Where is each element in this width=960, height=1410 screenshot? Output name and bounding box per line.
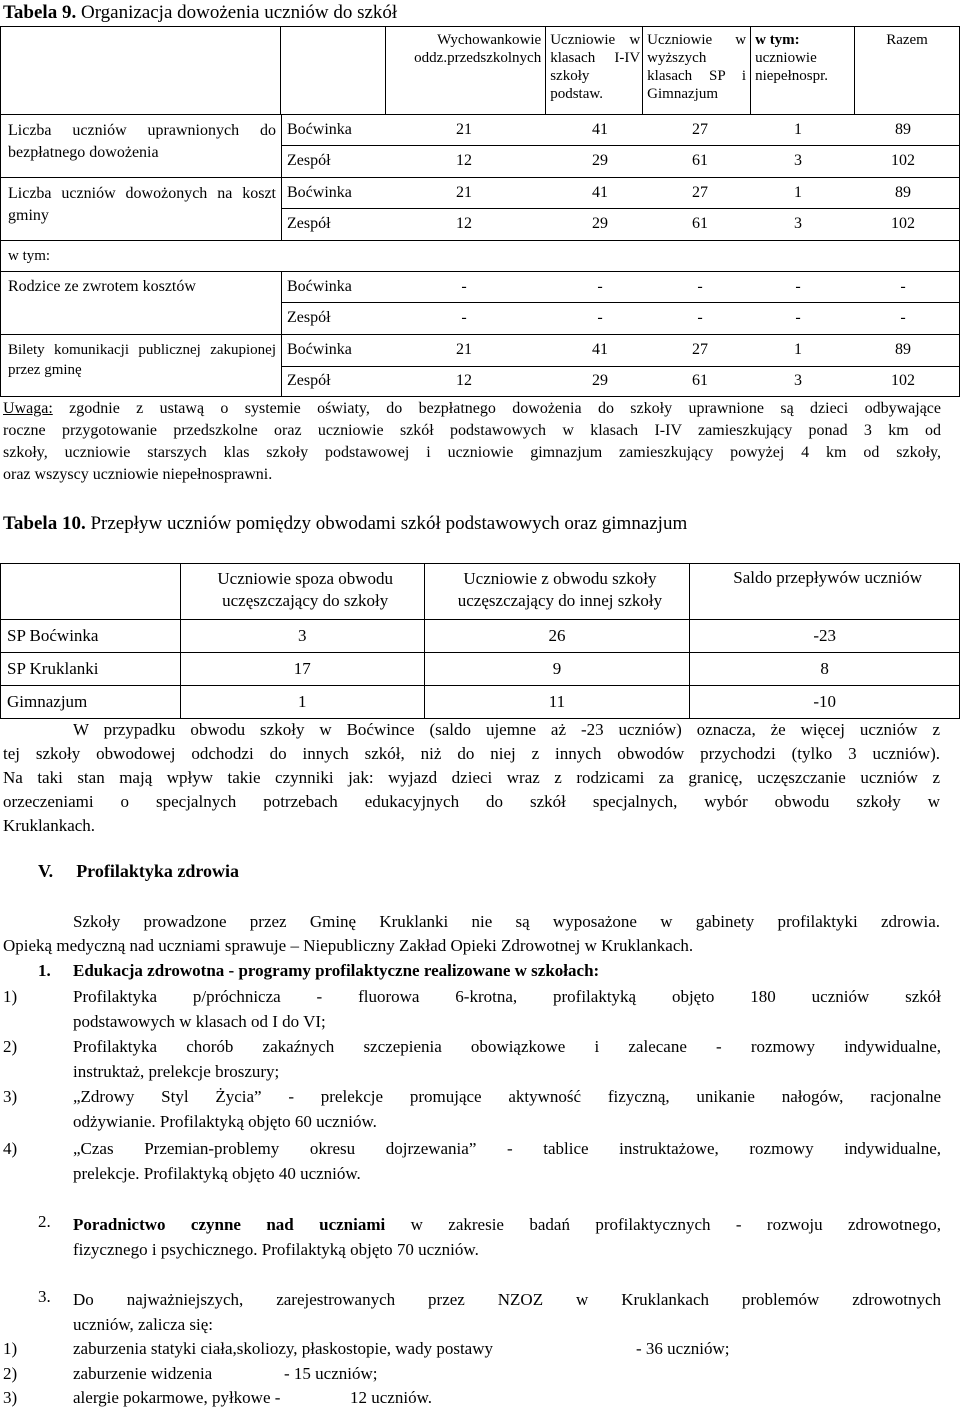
list-item-number: 1) <box>3 987 18 1006</box>
row-value-v4: 1 <box>794 184 802 201</box>
list-heading-2-line-1 <box>73 1212 941 1237</box>
note-line-1 <box>3 398 941 420</box>
list-heading-3-line-2: uczniów, zalicza się: <box>73 1315 214 1334</box>
row-value-v2: 29 <box>592 152 608 169</box>
header-grades-1-4-text: Uczniowie w klasach I-IV szkoły podstaw. <box>550 32 641 102</box>
t10-header-balance-text: Saldo przepływów uczniów <box>733 568 923 587</box>
row-value-v3: 27 <box>692 184 708 201</box>
row-value-v5: - <box>900 278 906 295</box>
header-preschool <box>386 27 546 115</box>
row-school-label: Boćwinka <box>287 278 352 295</box>
header-upper-grades <box>643 27 751 115</box>
group-parents-refund: Rodzice ze zwrotem kosztów <box>8 278 196 295</box>
t10-balance: 8 <box>690 653 960 686</box>
list-item-line-2: odżywianie. Profilaktyką objęto 60 uczniów. <box>73 1112 377 1131</box>
problem-count: 12 uczniów. <box>350 1388 432 1407</box>
table10-caption <box>3 513 687 535</box>
list-item-line-2: prelekcje. Profilaktyką objęto 40 uczniów. <box>73 1164 361 1183</box>
row-school-label: Zespół <box>287 309 331 326</box>
t10-header-from-outside <box>180 564 424 620</box>
header-disabled-title: w tym: <box>755 32 800 48</box>
row-school-label: Zespół <box>287 152 331 169</box>
list-heading-3-number: 3. <box>38 1287 51 1306</box>
row-value-v1: - <box>461 309 467 326</box>
header-upper-grades-text: Uczniowie w wyższych klasach SP i Gimnazjum <box>647 32 747 102</box>
row-value-v2: 29 <box>592 372 608 389</box>
note-line-3: szkoły, uczniowie starszych klas szkoły podstawowej i uczniowie gimnazjum zamieszkujący powyżej 4 km od szkoły, <box>3 444 941 461</box>
row-value-v3: 61 <box>692 372 708 389</box>
table-row <box>1 686 960 719</box>
table9 <box>0 26 960 115</box>
row-value-v5: 102 <box>891 215 915 232</box>
paragraph-health <box>3 910 940 958</box>
header-grades-1-4 <box>546 27 643 115</box>
header-disabled <box>751 27 855 115</box>
note-line-2: roczne przygotowanie przedszkolne oraz uczniowie szkół podstawowych w klasach I-IV zamieszkujący ponad 3 km od <box>3 422 941 439</box>
row-value-v3: 61 <box>692 152 708 169</box>
list-item-line-2: instruktaż, prelekcje broszury; <box>73 1062 280 1081</box>
row-school-label: Boćwinka <box>287 184 352 201</box>
paragraph-flow-line-3: Na taki stan mają wpływ takie czynniki jak: wyjazd dzieci wraz z rodzicami za granicę, uczęszczanie uczniów z <box>3 768 940 787</box>
list-heading-2-number: 2. <box>38 1212 51 1231</box>
t10-to-other: 9 <box>424 653 690 686</box>
row-value-v1: 12 <box>456 152 472 169</box>
t10-from-outside: 3 <box>180 620 424 653</box>
row-value-v5: 102 <box>891 372 915 389</box>
problem-number: 2) <box>3 1364 18 1383</box>
group-transported-text: Liczba uczniów dowożonych na koszt gminy <box>8 185 276 224</box>
note-block <box>3 398 941 486</box>
header-total <box>855 27 960 115</box>
row-value-v4: - <box>795 309 801 326</box>
problem-count: - 36 uczniów; <box>636 1339 730 1358</box>
table-row <box>1 653 960 686</box>
row-value-v3: 27 <box>692 341 708 358</box>
t10-header-from-outside-text: Uczniowie spoza obwodu uczęszczający do szkoły <box>217 569 394 610</box>
table10 <box>0 563 960 719</box>
row-value-v2: 41 <box>592 184 608 201</box>
table9-caption-num: 9. <box>61 2 77 23</box>
list-item-number: 4) <box>3 1139 18 1158</box>
table-row <box>1 620 960 653</box>
row-value-v3: - <box>697 278 703 295</box>
list-heading-2-bold: Poradnictwo czynne nad uczniami <box>73 1215 386 1234</box>
group-eligible <box>8 120 276 164</box>
row-value-v4: - <box>795 278 801 295</box>
paragraph-flow-line-4: orzeczeniami o specjalnych potrzebach edukacyjnych do szkół specjalnych, wybór obwodu szkoły w <box>3 792 940 811</box>
group-public-tickets-text: Bilety komunikacji publicznej zakupionej przez gminę <box>8 342 276 378</box>
row-value-v4: 3 <box>794 152 802 169</box>
paragraph-health-line-2: Opieką medyczną nad uczniami sprawuje – Niepubliczny Zakład Opieki Zdrowotnej w Kruklankach. <box>3 936 694 955</box>
list-item-line-1: Profilaktyka p/próchnicza - fluorowa 6-krotna, profilaktyką objęto 180 uczniów szkół <box>73 987 941 1006</box>
group-eligible-text: Liczba uczniów uprawnionych do bezpłatnego dowożenia <box>8 122 276 161</box>
header-preschool-text: Wychowankowie oddz.przedszkolnych <box>414 32 542 66</box>
table10-caption-label: Tabela 10. <box>3 513 86 534</box>
t10-balance: -23 <box>690 620 960 653</box>
t10-from-outside: 17 <box>180 653 424 686</box>
row-value-v5: - <box>900 309 906 326</box>
row-value-v5: 89 <box>895 121 911 138</box>
problem-number: 3) <box>3 1388 18 1407</box>
paragraph-health-line-1: Szkoły prowadzone przez Gminę Kruklanki nie są wyposażone w gabinety profilaktyki zdrowia. <box>73 912 940 931</box>
row-value-v2: 41 <box>592 341 608 358</box>
group-public-tickets <box>8 340 276 380</box>
t10-school-name: Gimnazjum <box>1 686 181 719</box>
t10-header-balance <box>690 564 960 620</box>
row-value-v5: 89 <box>895 341 911 358</box>
row-value-v5: 89 <box>895 184 911 201</box>
list-item-line-1: „Czas Przemian-problemy okresu dojrzewania” - tablice instruktażowe, rozmowy indywidualne, <box>73 1139 941 1158</box>
row-value-v4: 1 <box>794 121 802 138</box>
t10-from-outside: 1 <box>180 686 424 719</box>
group-transported <box>8 183 276 227</box>
row-value-v1: - <box>461 278 467 295</box>
list-item-line-2: podstawowych w klasach od I do VI; <box>73 1012 326 1031</box>
row-value-v1: 21 <box>456 341 472 358</box>
row-value-v4: 3 <box>794 372 802 389</box>
section-title: Profilaktyka zdrowia <box>76 861 240 881</box>
t10-to-other: 11 <box>424 686 690 719</box>
row-value-v3: - <box>697 309 703 326</box>
list-heading-3 <box>73 1287 941 1337</box>
row-value-v2: - <box>597 278 603 295</box>
problem-text: zaburzenie widzenia <box>73 1364 213 1383</box>
group-including: w tym: <box>8 248 51 264</box>
note-line-4: oraz wszyscy uczniowie niepełnosprawni. <box>3 466 273 483</box>
t10-school-name: SP Kruklanki <box>1 653 181 686</box>
row-value-v3: 27 <box>692 121 708 138</box>
row-school-label: Boćwinka <box>287 341 352 358</box>
list-item-line-1: „Zdrowy Styl Życia” - prelekcje promujące aktywność fizyczną, unikanie nałogów, racjonalne <box>73 1087 941 1106</box>
list-heading-3-line-1: Do najważniejszych, zarejestrowanych przez NZOZ w Kruklankach problemów zdrowotnych <box>73 1290 941 1309</box>
list-heading-2 <box>73 1212 941 1262</box>
list-item-number: 3) <box>3 1087 18 1106</box>
row-school-label: Zespół <box>287 372 331 389</box>
row-value-v2: 41 <box>592 121 608 138</box>
paragraph-flow-line-5: Kruklankach. <box>3 816 96 835</box>
row-value-v4: 3 <box>794 215 802 232</box>
list-item <box>73 984 941 1034</box>
list-item-number: 2) <box>3 1037 18 1056</box>
list-item <box>73 1084 941 1134</box>
row-school-label: Zespół <box>287 215 331 232</box>
list-item-line-1: Profilaktyka chorób zakaźnych szczepienia obowiązkowe i zalecane - rozmowy indywidualne, <box>73 1037 941 1056</box>
paragraph-flow-line-1: W przypadku obwodu szkoły w Boćwince (saldo ujemne aż -23 uczniów) oznacza, że więcej uczniów z <box>73 720 940 739</box>
paragraph-flow-line-2: tej szkoły obwodowej odchodzi do innych szkół, niż do niej z innych obwodów przychodzi (tylko 3 uczniów). <box>3 744 940 763</box>
t10-balance: -10 <box>690 686 960 719</box>
list-item <box>73 1136 941 1186</box>
note-label: Uwaga: <box>3 400 53 417</box>
header-total-text: Razem <box>886 32 928 48</box>
list-heading-1-text: Edukacja zdrowotna - programy profilaktyczne realizowane w szkołach: <box>73 961 600 980</box>
list-heading-2-line-2: fizycznego i psychicznego. Profilaktyką objęto 70 uczniów. <box>73 1240 479 1259</box>
t10-to-other: 26 <box>424 620 690 653</box>
header-disabled-text: uczniowie niepełnospr. <box>755 50 829 84</box>
row-school-label: Boćwinka <box>287 121 352 138</box>
row-value-v1: 12 <box>456 215 472 232</box>
list-item <box>73 1034 941 1084</box>
row-value-v2: - <box>597 309 603 326</box>
problem-number: 1) <box>3 1339 18 1358</box>
paragraph-flow <box>3 718 940 838</box>
table9-caption <box>3 2 397 24</box>
row-value-v5: 102 <box>891 152 915 169</box>
note-text-1: zgodnie z ustawą o systemie oświaty, do bezpłatnego dowożenia do szkoły uprawnione są dzieci odbywające <box>69 400 942 417</box>
list-heading-2-rest: w zakresie badań profilaktycznych - rozwoju zdrowotnego, <box>385 1215 942 1234</box>
table10-caption-title: Przepływ uczniów pomiędzy obwodami szkół podstawowych oraz gimnazjum <box>90 513 688 534</box>
problem-count: - 15 uczniów; <box>284 1364 378 1383</box>
t10-school-name: SP Boćwinka <box>1 620 181 653</box>
problem-text: zaburzenia statyki ciała,skoliozy, płaskostopie, wady postawy <box>73 1339 494 1358</box>
t10-header-to-other <box>424 564 690 620</box>
section-number: V. <box>38 861 54 881</box>
problem-text: alergie pokarmowe, pyłkowe - <box>73 1388 281 1407</box>
row-value-v4: 1 <box>794 341 802 358</box>
section-heading <box>38 861 239 882</box>
row-value-v2: 29 <box>592 215 608 232</box>
row-value-v1: 21 <box>456 121 472 138</box>
row-value-v1: 12 <box>456 372 472 389</box>
row-value-v3: 61 <box>692 215 708 232</box>
row-value-v1: 21 <box>456 184 472 201</box>
table9-caption-label: Tabela <box>3 2 58 23</box>
list-heading-1-number: 1. <box>38 961 51 980</box>
t10-header-to-other-text: Uczniowie z obwodu szkoły uczęszczający do innej szkoły <box>457 569 663 610</box>
table9-caption-title: Organizacja dowożenia uczniów do szkół <box>80 2 398 23</box>
